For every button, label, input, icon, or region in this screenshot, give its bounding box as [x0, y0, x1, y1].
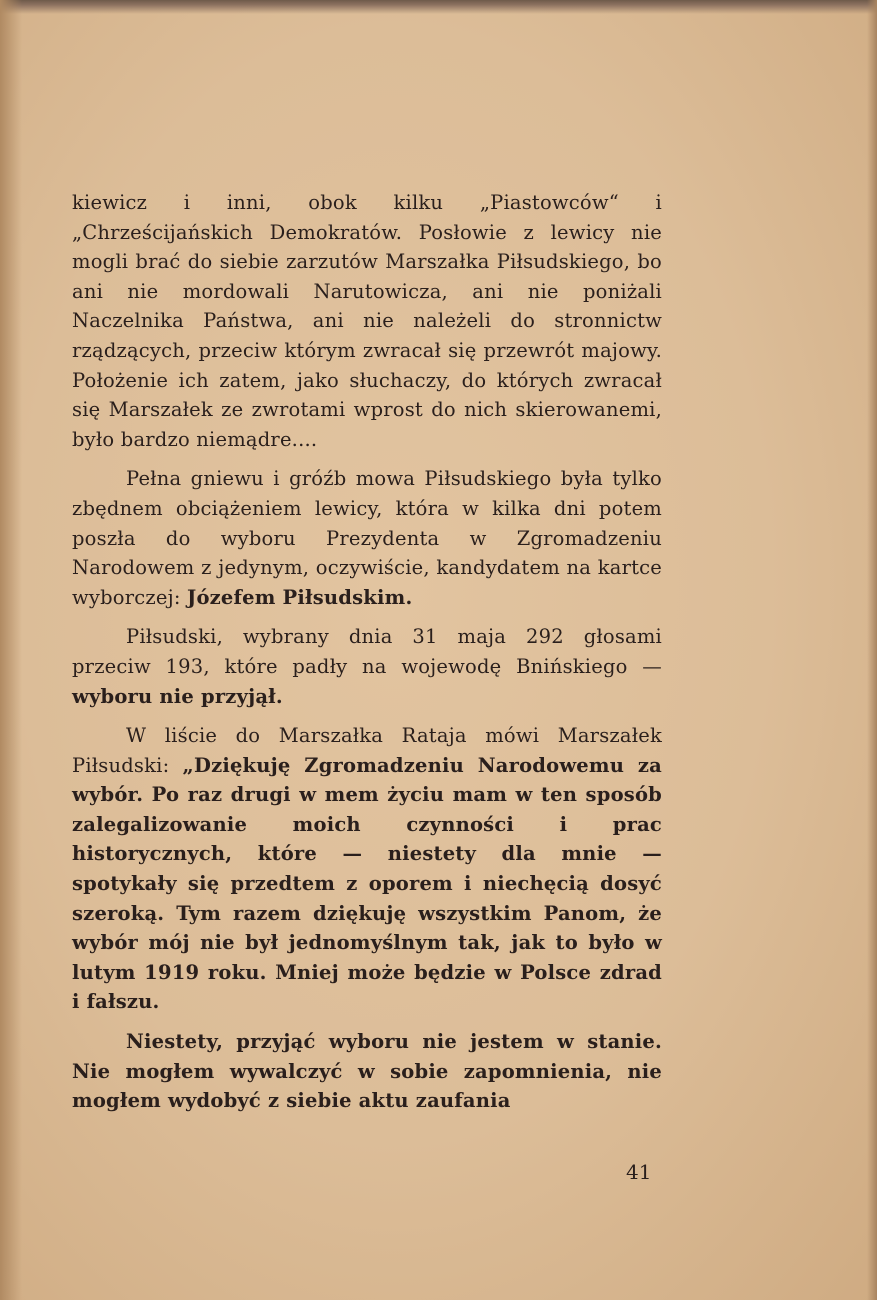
- paragraph-2: [72, 464, 662, 612]
- paragraph-3-text: Piłsudski, wybrany dnia 31 maja 292 głosami przeciw 193, które padły na wojewodę Bnińskiego —: [72, 625, 662, 678]
- paragraph-2-text: Pełna gniewu i gróźb mowa Piłsudskiego była tylko zbędnem obciążeniem lewicy, która w kilka dni potem poszła do wyboru Prezydenta w Zgromadzeniu Narodowem z jedynym, oczywiście, kandydatem na kartce wyborczej:: [72, 467, 662, 609]
- page-top-edge-shadow: [0, 0, 877, 14]
- paragraph-3-bold-text: wyboru nie przyjął.: [72, 684, 283, 708]
- paragraph-4-text: W liście do Marszałka Rataja mówi Marszałek Piłsudski:: [72, 724, 662, 777]
- paragraph-1: [72, 188, 662, 454]
- page-right-edge-shadow: [867, 0, 877, 1300]
- paragraph-4-bold-text: „Dziękuję Zgromadzeniu Narodowemu za wybór. Po raz drugi w mem życiu mam w ten sposób zalegalizowanie moich czynności i prac historycznych, które — niestety dla mnie — spotykały się przedtem z oporem i niechęcią dosyć szeroką. Tym razem dziękuję wszystkim Panom, że wybór mój nie był jednomyślnym tak, jak to było w lutym 1919 roku. Mniej może będzie w Polsce zdrad i fałszu.: [72, 753, 662, 1014]
- paragraph-5-bold-text: Niestety, przyjąć wyboru nie jestem w stanie. Nie mogłem wywalczyć w sobie zapomnienia, nie mogłem wydobyć z siebie aktu zaufania: [72, 1030, 662, 1113]
- page-left-edge-shadow: [0, 0, 22, 1300]
- paragraph-3: [72, 622, 662, 711]
- paragraph-5: [72, 1027, 662, 1116]
- body-text: [72, 188, 662, 1126]
- page-number: 41: [626, 1160, 652, 1184]
- paragraph-4: [72, 721, 662, 1017]
- paragraph-1-text: kiewicz i inni, obok kilku „Piastowców“ i „Chrześcijańskich Demokratów. Posłowie z lewicy nie mogli brać do siebie zarzutów Marszałka Piłsudskiego, bo ani nie mordowali Narutowicza, ani nie poniżali Naczelnika Państwa, ani nie należeli do stronnictw rządzących, przeciw którym zwracał się przewrót majowy. Położenie ich zatem, jako słuchaczy, do których zwracał się Marszałek ze zwrotami wprost do nich skierowanemi, było bardzo niemądre....: [72, 191, 662, 451]
- paragraph-2-bold-text: Józefem Piłsudskim.: [187, 585, 413, 609]
